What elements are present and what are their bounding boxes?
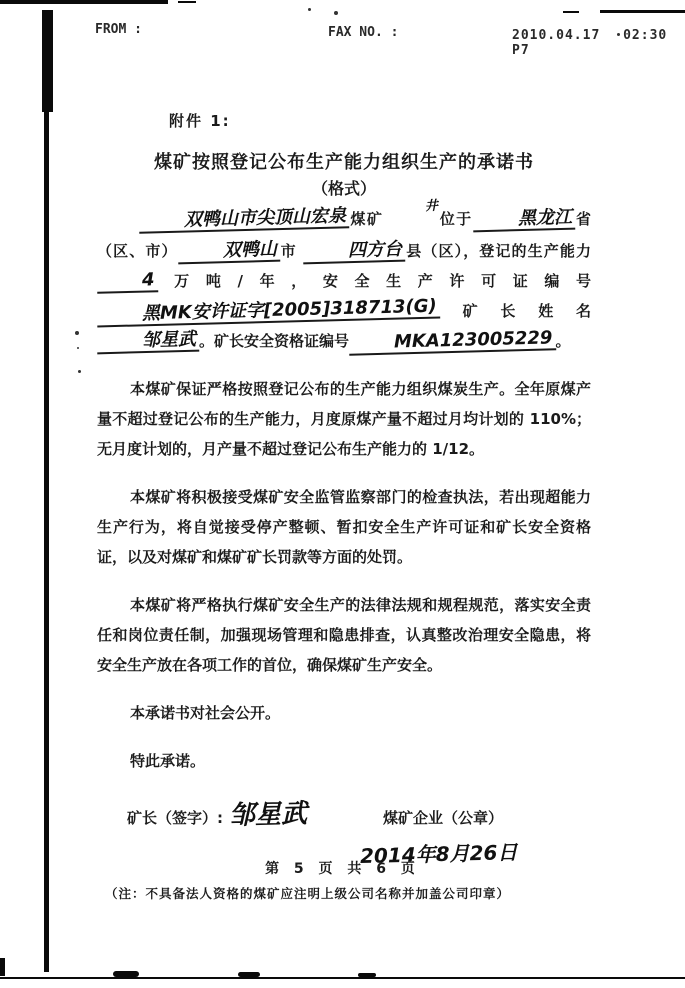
document-title: 煤矿按照登记公布生产能力组织生产的承诺书 xyxy=(154,152,534,173)
capacity-handwritten: 4 xyxy=(97,270,158,294)
fax-from-label: FROM : xyxy=(95,22,142,37)
fax-timestamp xyxy=(512,28,685,58)
footnote: （注：不具备法人资格的煤矿应注明上级公司名称并加盖公司印章） xyxy=(105,886,511,901)
province-label: 省（区、市） xyxy=(97,210,591,260)
scan-artifact-topright-line xyxy=(600,10,685,13)
sentence-end: 。 xyxy=(555,332,571,350)
scan-artifact-smudge-2 xyxy=(238,972,260,977)
paragraph-capacity-commitment: 本煤矿保证严格按照登记公布的生产能力组织煤炭生产。全年原煤产量不超过登记公布的生产能力，月度原煤产量不超过月均计划的 110%；无月度计划的，月产量不超过登记公布生产能力的 1/12。 xyxy=(97,380,591,458)
mine-name-handwritten: 双鸭山市尖顶山宏泉 xyxy=(139,206,350,233)
paragraph-safety-commitment: 本煤矿将严格执行煤矿安全生产的法律法规和规程规范，落实安全责任和岗位责任制，加强现场管理和隐患排查，认真整改治理安全隐患，将安全生产放在各项工作的首位，确保煤矿生产安全。 xyxy=(97,596,591,674)
fax-time: 02:30 xyxy=(623,28,668,43)
county-label: 县（区），登记的生产能力 xyxy=(405,242,591,260)
scan-artifact-smudge-3 xyxy=(358,973,376,977)
scan-artifact-topright-dash xyxy=(563,11,579,13)
company-seal-label: 煤矿企业（公章） xyxy=(383,809,504,827)
scan-noise-dot xyxy=(78,370,81,373)
page-number: 第 5 页 共 6 页 xyxy=(265,861,420,877)
paragraph-hereby-commit: 特此承诺。 xyxy=(130,752,206,770)
scan-noise-dot xyxy=(617,33,620,36)
scan-noise-dot xyxy=(75,331,79,335)
scan-artifact-left-line xyxy=(44,108,49,972)
date-handwritten: 2014年8月26日 xyxy=(359,839,518,869)
director-signature-block xyxy=(127,798,313,833)
province-handwritten: 黑龙江 xyxy=(472,208,575,233)
fax-header xyxy=(0,14,685,58)
scan-artifact-left-bar-thick xyxy=(42,10,53,112)
city-label: 市 xyxy=(279,242,297,260)
paragraph-public-statement: 本承诺书对社会公开。 xyxy=(130,704,281,722)
scan-noise-dot xyxy=(77,347,79,349)
signature-row xyxy=(97,798,591,833)
capacity-label: 万吨/年，安全生产许可证编号 xyxy=(157,272,591,290)
document-subtitle: （格式） xyxy=(311,179,376,198)
scan-noise-dot xyxy=(334,11,338,15)
director-signature-label: 矿长（签字）: xyxy=(127,809,223,827)
document-body xyxy=(97,106,591,903)
scan-noise-dot xyxy=(308,8,311,11)
scan-artifact-smudge-1 xyxy=(113,971,139,977)
fax-page-code: P7 xyxy=(512,43,530,58)
fax-date: 2010.04.17 xyxy=(512,28,601,43)
scan-artifact-top-dash xyxy=(178,1,196,3)
director-name-handwritten: 邹星武 xyxy=(97,330,200,355)
well-annotation-handwritten: 井 xyxy=(424,198,439,215)
scan-artifact-bottom-line xyxy=(0,977,685,979)
director-signature-handwritten: 邹星武 xyxy=(228,798,308,832)
located-label: 位于 xyxy=(438,210,473,228)
cert-number-handwritten: MKA123005229 xyxy=(349,328,556,355)
license-number-handwritten: 黑MK安许证字[2005]318713(G) xyxy=(97,297,440,328)
city-handwritten: 双鸭山 xyxy=(177,240,280,265)
cert-label: 。矿长安全资格证编号 xyxy=(199,332,350,350)
mine-label: 煤矿 xyxy=(349,210,384,228)
scan-artifact-bottomleft-mark xyxy=(0,958,5,976)
paragraph-supervision-commitment: 本煤矿将积极接受煤矿安全监管监察部门的检查执法，若出现超能力生产行为，将自觉接受停产整顿、暂扣安全生产许可证和矿长安全资格证，以及对煤矿和煤矿矿长罚款等方面的处罚。 xyxy=(97,488,591,566)
director-name-label: 矿长姓名 xyxy=(439,302,591,320)
fax-number-label: FAX NO. : xyxy=(328,25,399,40)
scan-artifact-top-bar xyxy=(0,0,168,4)
county-handwritten: 四方台 xyxy=(303,240,406,265)
form-paragraph xyxy=(97,198,591,356)
attachment-label: 附件 1: xyxy=(169,112,231,130)
